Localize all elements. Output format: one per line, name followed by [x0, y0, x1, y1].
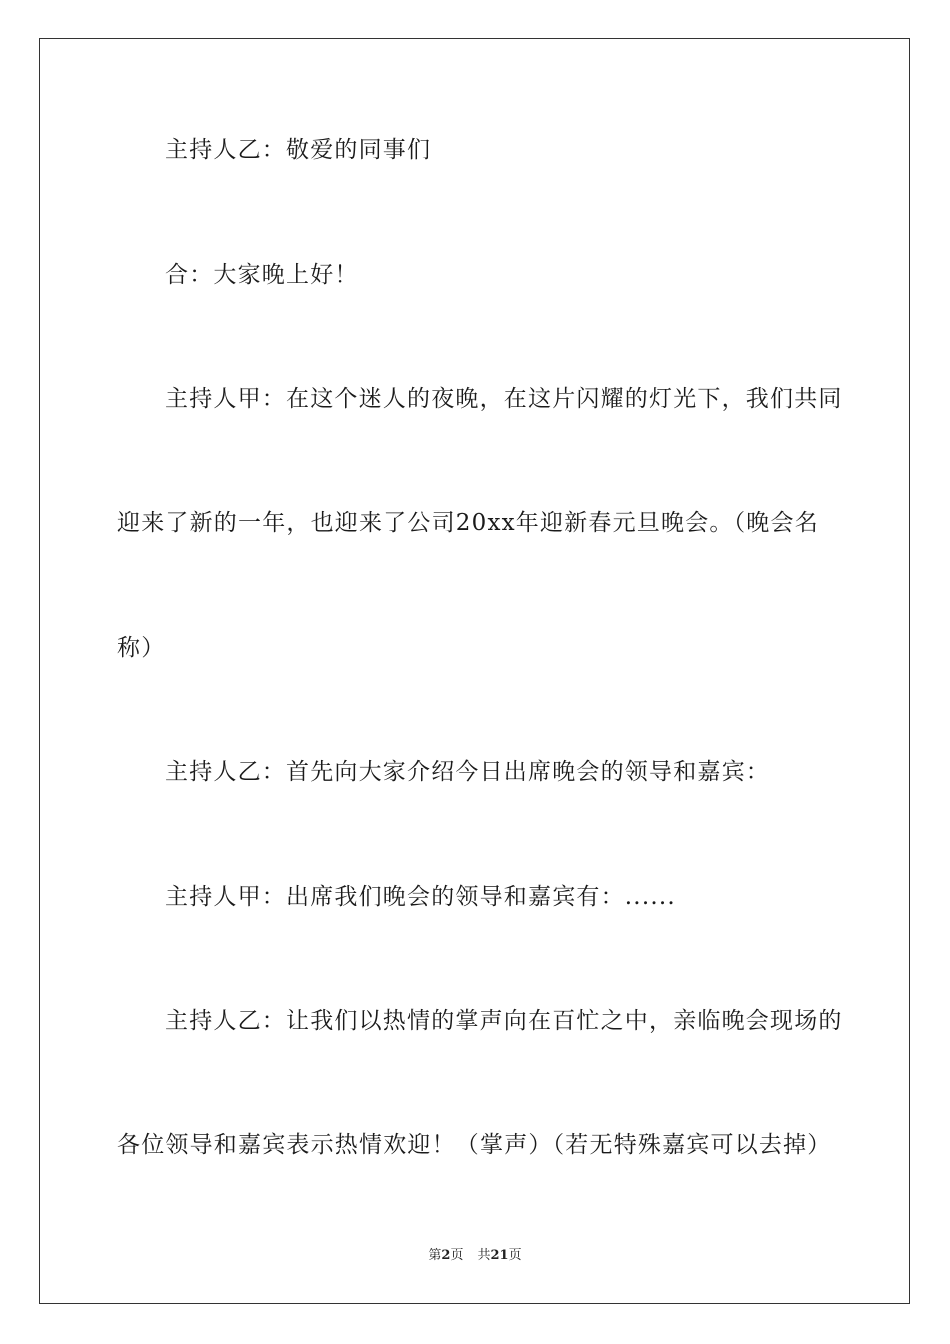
page-number: 2 — [441, 1248, 451, 1263]
paragraph-4: 主持人乙：首先向大家介绍今日出席晚会的领导和嘉宾： — [165, 759, 770, 785]
paragraph-3-line-2: 迎来了新的一年，也迎来了公司20xx年迎新春元旦晚会。（晚会名 — [117, 510, 819, 536]
page-frame — [39, 38, 910, 1304]
paragraph-3-line-1: 主持人甲：在这个迷人的夜晚，在这片闪耀的灯光下，我们共同 — [165, 386, 843, 412]
total-prefix: 共 — [477, 1248, 491, 1263]
paragraph-6-line-2: 各位领导和嘉宾表示热情欢迎！（掌声）（若无特殊嘉宾可以去掉） — [117, 1132, 832, 1158]
total-pages: 21 — [490, 1248, 509, 1263]
paragraph-3-line-3: 称） — [117, 635, 166, 661]
paragraph-1: 主持人乙：敬爱的同事们 — [165, 137, 432, 163]
page-prefix: 第 — [428, 1248, 442, 1263]
page-suffix: 页 — [450, 1248, 464, 1263]
paragraph-2: 合：大家晚上好！ — [165, 262, 359, 288]
total-suffix: 页 — [508, 1248, 522, 1263]
paragraph-5: 主持人甲：出席我们晚会的领导和嘉宾有：...... — [165, 884, 676, 910]
page-footer — [0, 1247, 950, 1265]
paragraph-6-line-1: 主持人乙：让我们以热情的掌声向在百忙之中，亲临晚会现场的 — [165, 1008, 843, 1034]
